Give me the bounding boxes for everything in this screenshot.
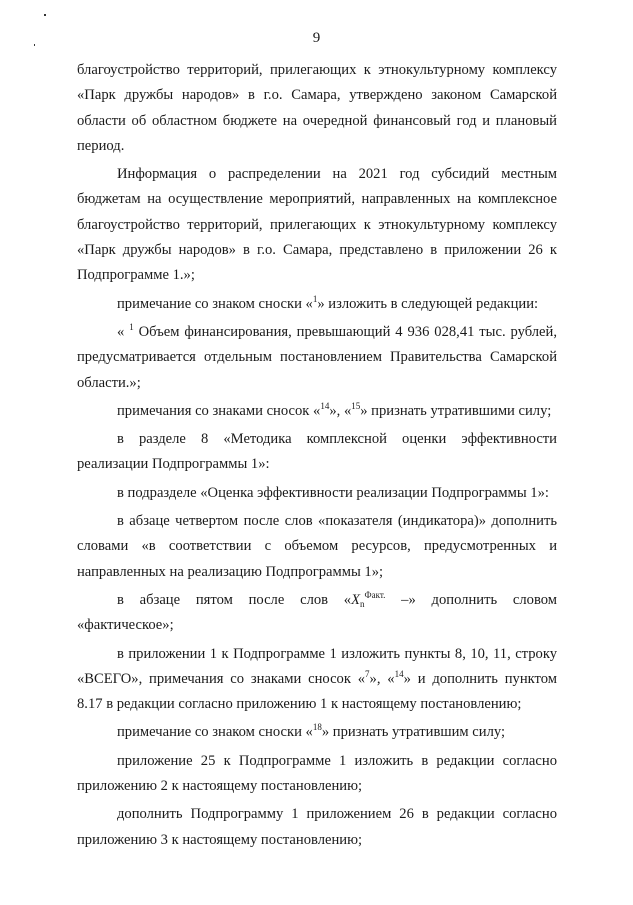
paragraph-7: в подразделе «Оценка эффективности реализации Подпрограммы 1»:	[117, 484, 549, 501]
text: в приложении 1 к Подпрограмме 1 изложить пункты 8, 10, 11, строку «ВСЕГО», примечания со знаками сносок «	[77, 645, 557, 687]
footnote-mark: 7	[365, 668, 370, 679]
formula-subscript: n	[360, 598, 365, 609]
paragraph-13: дополнить Подпрограмму 1 приложением 26 в редакции согласно приложению 3 к настоящему постановлению;	[77, 806, 557, 848]
text: » изложить в следующей редакции:	[317, 295, 539, 312]
page-number: 9	[312, 30, 321, 46]
paragraph-11	[77, 720, 557, 745]
text: » признать утратившим силу;	[321, 724, 506, 741]
text: примечание со знаком сноски «	[117, 724, 313, 741]
document-body	[77, 58, 557, 853]
text: » признать утратившими силу;	[360, 402, 552, 419]
text: в абзаце пятом после слов «	[117, 591, 352, 608]
footnote-mark: 1	[312, 293, 318, 304]
text: –» дополнить словом «фактическое»;	[77, 591, 557, 634]
formula-superscript: Факт.	[364, 589, 386, 600]
footnote-mark: 15	[351, 400, 361, 411]
scan-speck	[44, 14, 46, 16]
text: «	[117, 323, 130, 340]
paragraph-5	[77, 399, 557, 424]
text: примечание со знаком сноски «	[117, 295, 313, 312]
footnote-mark: 1	[129, 321, 134, 332]
paragraph-9	[77, 588, 557, 639]
footnote-mark: 14	[320, 400, 330, 411]
text: », «	[369, 670, 395, 687]
paragraph-10	[77, 642, 557, 718]
text: » и дополнить пунктом 8.17 в редакции согласно приложению 1 к настоящему постановлению;	[77, 670, 557, 713]
paragraph-8: в абзаце четвертом после слов «показателя (индикатора)» дополнить словами «в соответствии с объемом ресурсов, предусмотренных и направленных на реализацию Подпрограммы 1»;	[77, 513, 557, 580]
footnote-mark: 14	[394, 668, 404, 679]
footnote-mark: 18	[312, 722, 322, 733]
text: », «	[329, 402, 352, 419]
text: Объем финансирования, превышающий 4 936 028,41 тыс. рублей, предусматривается отдельным постановлением Правительства Самарской области.»;	[77, 323, 557, 391]
text: примечания со знаками сносок «	[117, 402, 321, 419]
paragraph-6: в разделе 8 «Методика комплексной оценки эффективности реализации Подпрограммы 1»:	[77, 431, 557, 473]
paragraph-2: Информация о распределении на 2021 год субсидий местным бюджетам на осуществление мероприятий, направленных на комплексное благоустройство территорий, прилегающих к этнокультурному комплексу «Парк дружбы народов» в г.о. Самара, представлено в приложении 26 к Подпрограмме 1.»;	[77, 166, 557, 284]
paragraph-1: благоустройство территорий, прилегающих к этнокультурному комплексу «Парк дружбы народов» в г.о. Самара, утверждено законом Самарской области об областном бюджете на очередной финансовый год и плановый период.	[77, 62, 557, 154]
paragraph-12: приложение 25 к Подпрограмме 1 изложить в редакции согласно приложению 2 к настоящему постановлению;	[77, 752, 557, 795]
paragraph-3	[77, 292, 557, 317]
formula-variable: X	[351, 591, 361, 608]
paragraph-4	[77, 320, 557, 396]
